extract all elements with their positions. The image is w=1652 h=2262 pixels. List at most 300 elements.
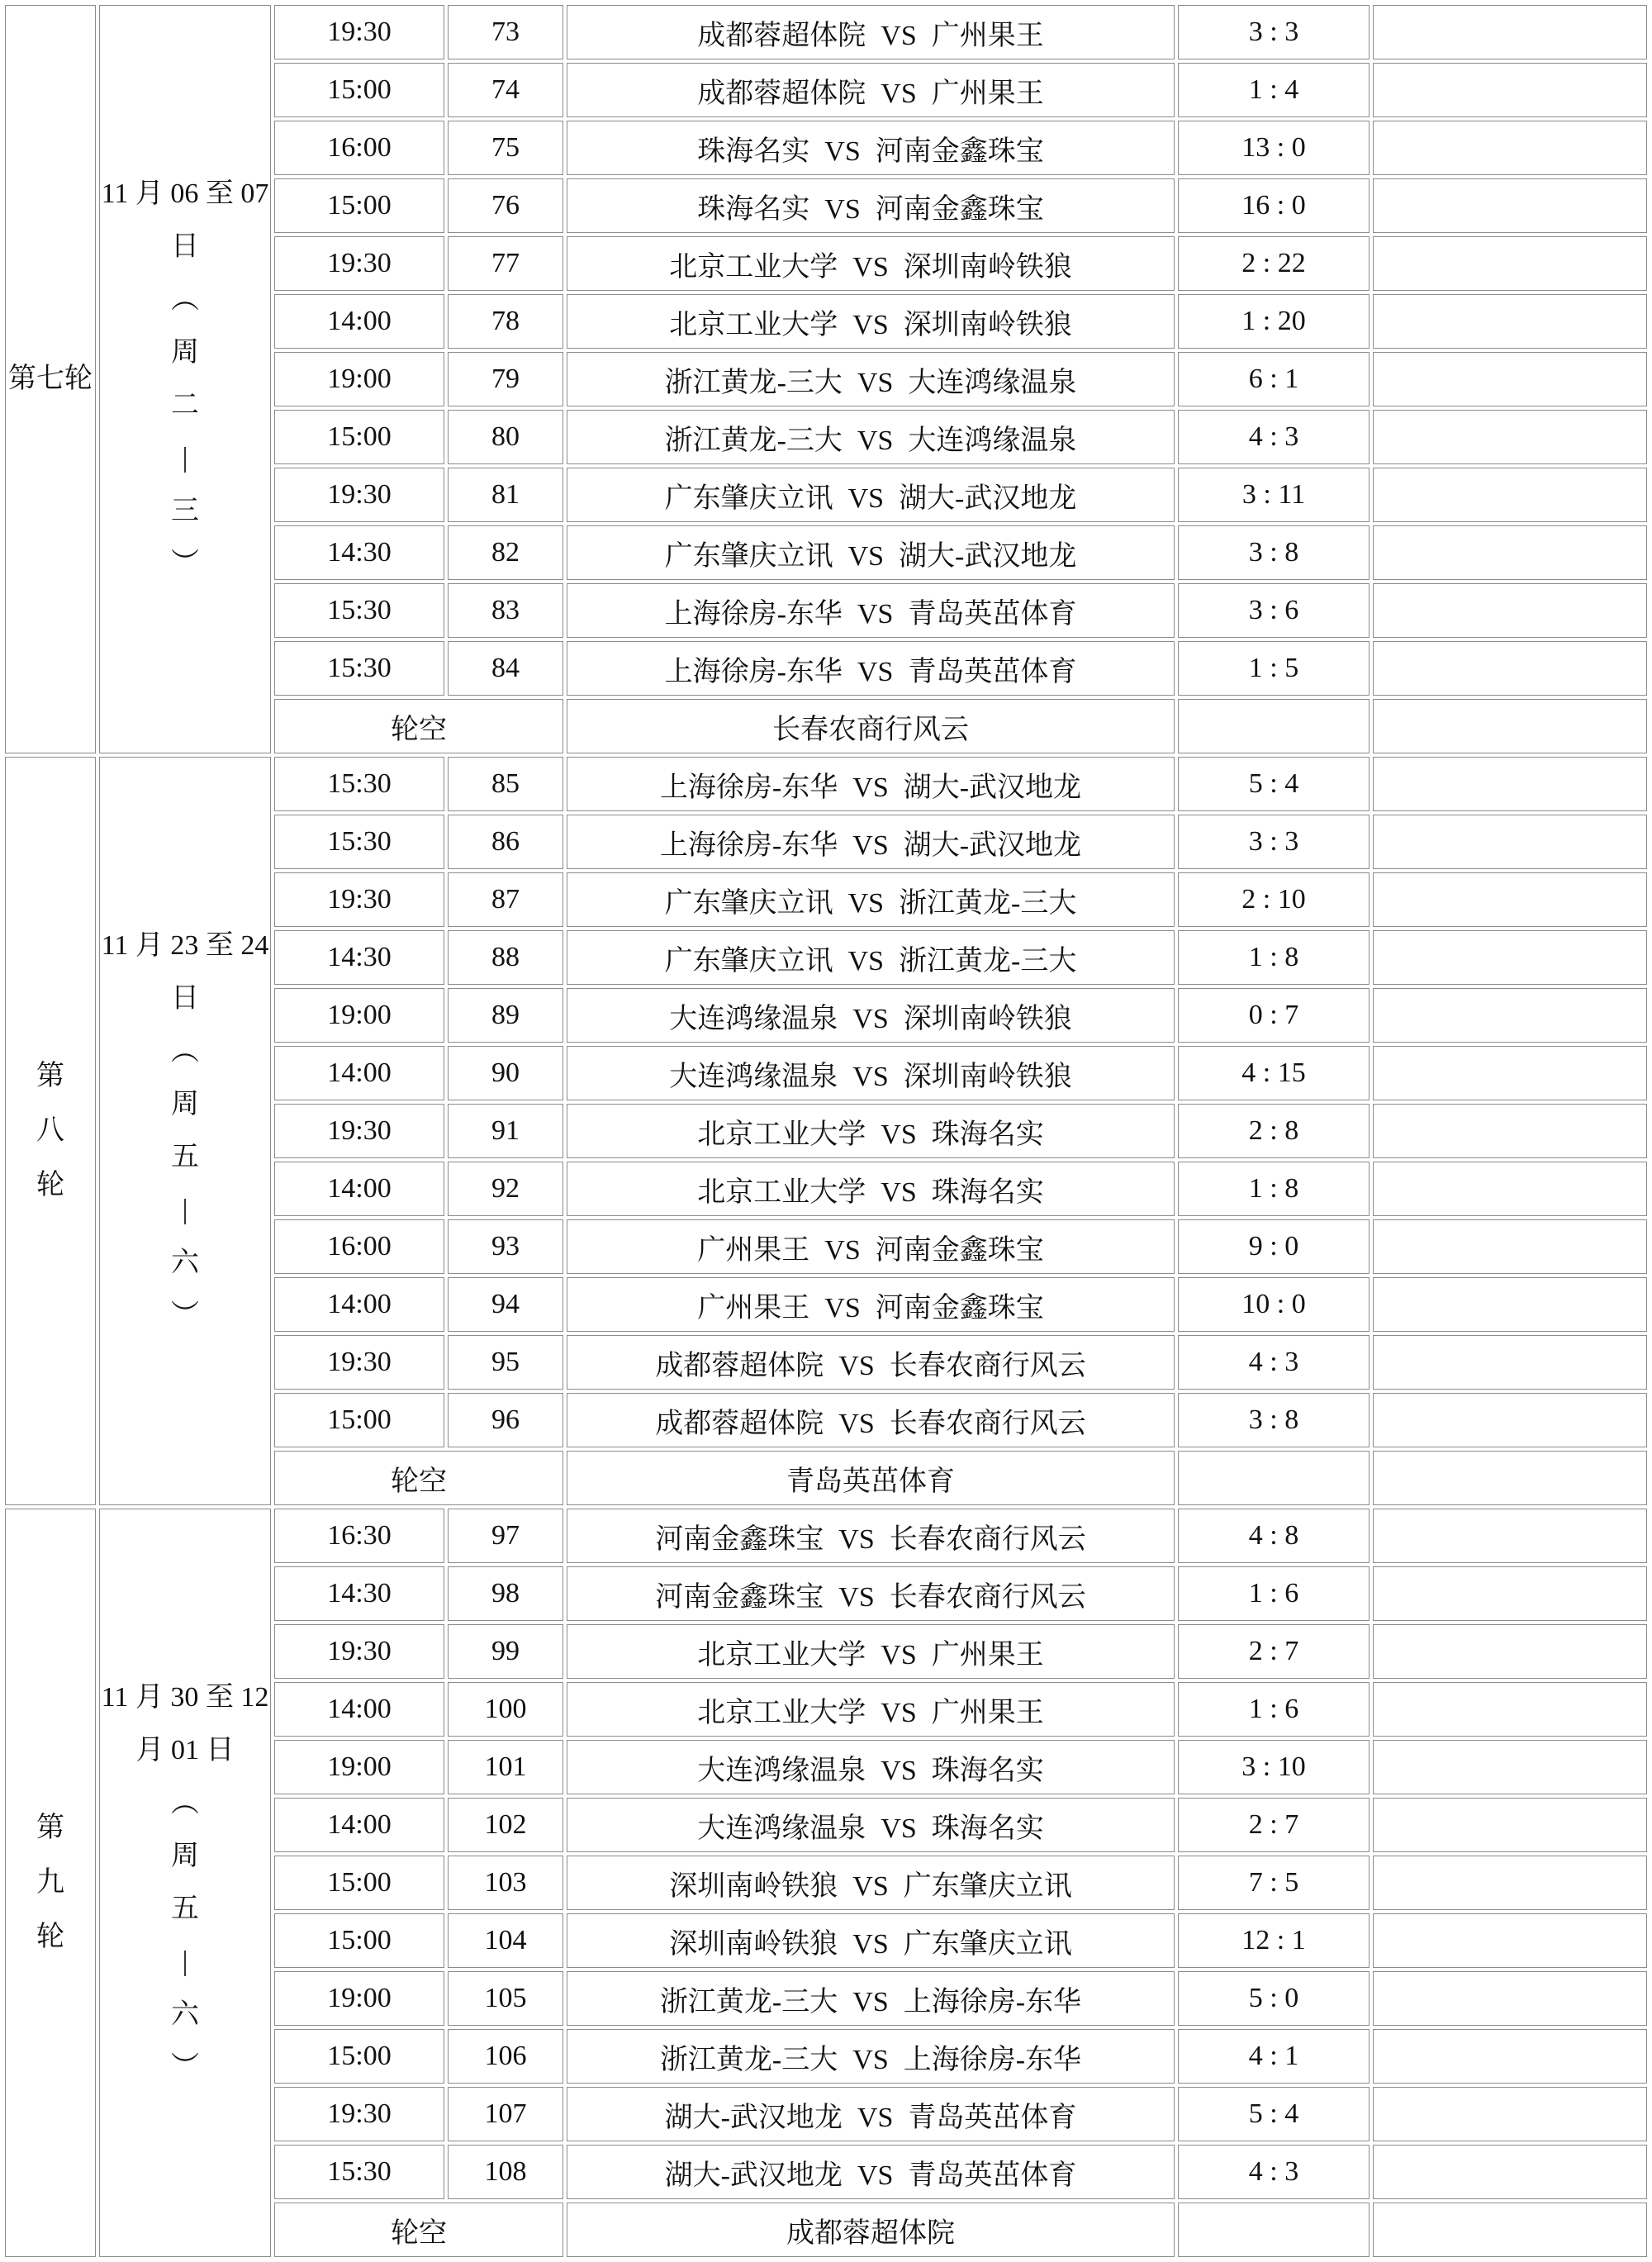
vs-label: VS — [857, 2102, 894, 2133]
away-team: 广东肇庆立讯 — [903, 1928, 1072, 1960]
match-teams — [567, 1798, 1175, 1852]
match-remark — [1373, 1856, 1647, 1910]
home-team: 广东肇庆立讯 — [664, 540, 833, 572]
match-teams — [567, 1509, 1175, 1563]
away-team: 河南金鑫珠宝 — [875, 135, 1044, 167]
away-team: 青岛英茁体育 — [908, 2102, 1077, 2133]
vs-label: VS — [838, 1408, 875, 1439]
match-time: 19:30 — [274, 872, 444, 927]
away-team: 深圳南岭铁狼 — [903, 1003, 1072, 1034]
match-score: 12 : 1 — [1178, 1913, 1370, 1968]
match-teams — [567, 815, 1175, 869]
match-number: 91 — [448, 1104, 563, 1158]
round-name-line: 九 — [36, 1867, 64, 1898]
match-score: 2 : 22 — [1178, 236, 1370, 291]
match-score: 3 : 3 — [1178, 5, 1370, 59]
bye-score-empty — [1178, 699, 1370, 753]
match-number: 86 — [448, 815, 563, 869]
match-time: 16:00 — [274, 1219, 444, 1274]
match-score: 5 : 0 — [1178, 1971, 1370, 2026]
home-team: 珠海名实 — [697, 135, 810, 167]
round-date-line: ︶ — [171, 2052, 199, 2083]
bye-label: 轮空 — [274, 699, 563, 753]
home-team: 大连鸿缘温泉 — [669, 1003, 838, 1034]
match-time: 15:00 — [274, 178, 444, 233]
match-score: 7 : 5 — [1178, 1856, 1370, 1910]
match-remark — [1373, 641, 1647, 696]
round-name-line: 八 — [36, 1115, 64, 1146]
match-remark — [1373, 815, 1647, 869]
match-score: 10 : 0 — [1178, 1277, 1370, 1332]
match-score: 1 : 5 — [1178, 641, 1370, 696]
home-team: 广州果王 — [697, 1234, 810, 1266]
away-team: 深圳南岭铁狼 — [903, 309, 1072, 340]
home-team: 浙江黄龙-三大 — [664, 425, 843, 456]
match-time: 19:30 — [274, 1104, 444, 1158]
bye-team: 成都蓉超体院 — [567, 2203, 1175, 2257]
match-number: 105 — [448, 1971, 563, 2026]
vs-label: VS — [852, 1986, 889, 2017]
vs-label: VS — [824, 1234, 861, 1266]
match-number: 92 — [448, 1162, 563, 1216]
away-team: 长春农商行风云 — [889, 1350, 1086, 1381]
match-remark — [1373, 1682, 1647, 1737]
vs-label: VS — [881, 1176, 917, 1208]
match-score: 4 : 3 — [1178, 410, 1370, 464]
round-name-line: 第 — [36, 1061, 64, 1091]
vs-label: VS — [852, 1928, 889, 1960]
round-date-line: 三 — [171, 496, 199, 526]
home-team: 上海徐房-东华 — [664, 598, 843, 630]
vs-label: VS — [881, 78, 917, 109]
match-score: 5 : 4 — [1178, 757, 1370, 811]
vs-label: VS — [857, 425, 894, 456]
match-time: 14:30 — [274, 1566, 444, 1621]
match-remark — [1373, 1162, 1647, 1216]
match-remark — [1373, 872, 1647, 927]
away-team: 广州果王 — [931, 78, 1044, 109]
match-teams — [567, 1393, 1175, 1447]
match-score: 4 : 3 — [1178, 1335, 1370, 1390]
away-team: 珠海名实 — [931, 1813, 1044, 1844]
match-time: 19:00 — [274, 1740, 444, 1794]
vs-label: VS — [881, 1119, 917, 1150]
round-date-cell — [99, 1509, 271, 2257]
match-row — [5, 1509, 1647, 1563]
round-name-line: 轮 — [36, 1170, 64, 1200]
round-date-line: ︵ — [171, 284, 199, 315]
away-team: 珠海名实 — [931, 1755, 1044, 1786]
match-score: 1 : 4 — [1178, 63, 1370, 117]
vs-label: VS — [824, 135, 861, 167]
home-team: 北京工业大学 — [697, 1639, 866, 1670]
match-remark — [1373, 1104, 1647, 1158]
away-team: 湖大-武汉地龙 — [899, 482, 1077, 514]
match-number: 104 — [448, 1913, 563, 1968]
match-remark — [1373, 930, 1647, 985]
home-team: 成都蓉超体院 — [655, 1408, 824, 1439]
vs-label: VS — [847, 945, 885, 977]
bye-remark-empty — [1373, 2203, 1647, 2257]
match-teams — [567, 1277, 1175, 1332]
match-remark — [1373, 121, 1647, 175]
away-team: 长春农商行风云 — [889, 1581, 1086, 1613]
match-number: 73 — [448, 5, 563, 59]
match-time: 19:30 — [274, 5, 444, 59]
match-remark — [1373, 1971, 1647, 2026]
match-remark — [1373, 1624, 1647, 1679]
match-number: 82 — [448, 525, 563, 580]
match-teams — [567, 583, 1175, 638]
vs-label: VS — [852, 1061, 889, 1092]
match-number: 85 — [448, 757, 563, 811]
match-remark — [1373, 2029, 1647, 2084]
round-date-cell — [99, 5, 271, 753]
match-number: 108 — [448, 2145, 563, 2199]
match-teams — [567, 2087, 1175, 2141]
home-team: 广州果王 — [697, 1292, 810, 1323]
round-date-line: ︶ — [171, 549, 199, 579]
match-time: 15:30 — [274, 2145, 444, 2199]
match-time: 19:30 — [274, 1624, 444, 1679]
away-team: 浙江黄龙-三大 — [899, 945, 1077, 977]
match-number: 90 — [448, 1046, 563, 1100]
match-remark — [1373, 352, 1647, 406]
match-time: 19:00 — [274, 1971, 444, 2026]
home-team: 深圳南岭铁狼 — [669, 1870, 838, 1902]
away-team: 大连鸿缘温泉 — [908, 425, 1077, 456]
match-teams — [567, 1624, 1175, 1679]
vs-label: VS — [838, 1523, 875, 1555]
round-name-line: 轮 — [36, 1922, 64, 1952]
vs-label: VS — [838, 1581, 875, 1613]
round-date-line: | — [182, 443, 188, 473]
match-remark — [1373, 1219, 1647, 1274]
home-team: 北京工业大学 — [669, 251, 838, 283]
vs-label: VS — [881, 1639, 917, 1670]
bye-label: 轮空 — [274, 1451, 563, 1505]
match-teams — [567, 525, 1175, 580]
match-remark — [1373, 1335, 1647, 1390]
match-number: 97 — [448, 1509, 563, 1563]
round-date-line: ︵ — [171, 1788, 199, 1818]
match-time: 15:30 — [274, 757, 444, 811]
home-team: 北京工业大学 — [697, 1697, 866, 1728]
match-teams — [567, 1682, 1175, 1737]
away-team: 河南金鑫珠宝 — [875, 193, 1044, 225]
match-teams — [567, 352, 1175, 406]
match-row — [5, 5, 1647, 59]
match-time: 19:30 — [274, 236, 444, 291]
match-number: 98 — [448, 1566, 563, 1621]
away-team: 深圳南岭铁狼 — [903, 251, 1072, 283]
home-team: 浙江黄龙-三大 — [664, 367, 843, 398]
home-team: 浙江黄龙-三大 — [659, 1986, 838, 2017]
bye-score-empty — [1178, 2203, 1370, 2257]
bye-team: 青岛英茁体育 — [567, 1451, 1175, 1505]
match-time: 19:00 — [274, 988, 444, 1043]
match-number: 78 — [448, 294, 563, 349]
round-date-line: 周 — [171, 1841, 199, 1871]
home-team: 广东肇庆立讯 — [664, 945, 833, 977]
match-score: 1 : 6 — [1178, 1682, 1370, 1737]
match-score: 4 : 15 — [1178, 1046, 1370, 1100]
match-remark — [1373, 583, 1647, 638]
home-team: 珠海名实 — [697, 193, 810, 225]
match-time: 19:30 — [274, 468, 444, 522]
round-date-cell — [99, 757, 271, 1505]
home-team: 大连鸿缘温泉 — [669, 1061, 838, 1092]
match-score: 4 : 1 — [1178, 2029, 1370, 2084]
vs-label: VS — [824, 1292, 861, 1323]
round-date-line: | — [182, 1195, 188, 1225]
match-teams — [567, 5, 1175, 59]
vs-label: VS — [838, 1350, 875, 1381]
match-number: 89 — [448, 988, 563, 1043]
round-name-line: 第七轮 — [8, 364, 93, 394]
home-team: 河南金鑫珠宝 — [655, 1523, 824, 1555]
vs-label: VS — [847, 887, 885, 919]
match-time: 14:00 — [274, 1162, 444, 1216]
match-number: 93 — [448, 1219, 563, 1274]
match-score: 2 : 10 — [1178, 872, 1370, 927]
match-teams — [567, 757, 1175, 811]
vs-label: VS — [857, 598, 894, 630]
match-teams — [567, 1971, 1175, 2026]
match-remark — [1373, 1393, 1647, 1447]
match-number: 101 — [448, 1740, 563, 1794]
vs-label: VS — [881, 1813, 917, 1844]
match-time: 16:30 — [274, 1509, 444, 1563]
home-team: 北京工业大学 — [697, 1119, 866, 1150]
vs-label: VS — [881, 20, 917, 51]
home-team: 河南金鑫珠宝 — [655, 1581, 824, 1613]
vs-label: VS — [824, 193, 861, 225]
match-time: 14:30 — [274, 525, 444, 580]
home-team: 上海徐房-东华 — [659, 829, 838, 861]
match-teams — [567, 872, 1175, 927]
away-team: 长春农商行风云 — [889, 1408, 1086, 1439]
round-date-line: | — [182, 1946, 188, 1977]
match-time: 15:30 — [274, 641, 444, 696]
vs-label: VS — [847, 482, 885, 514]
match-time: 14:00 — [274, 1046, 444, 1100]
match-score: 3 : 11 — [1178, 468, 1370, 522]
round-date-line: 五 — [171, 1894, 199, 1924]
round-date-line: 日 — [171, 231, 199, 262]
match-time: 15:30 — [274, 583, 444, 638]
match-score: 1 : 20 — [1178, 294, 1370, 349]
match-teams — [567, 988, 1175, 1043]
match-remark — [1373, 1509, 1647, 1563]
away-team: 河南金鑫珠宝 — [875, 1234, 1044, 1266]
round-name-cell — [5, 757, 96, 1505]
match-number: 80 — [448, 410, 563, 464]
away-team: 青岛英茁体育 — [908, 656, 1077, 687]
vs-label: VS — [881, 1697, 917, 1728]
match-teams — [567, 294, 1175, 349]
match-remark — [1373, 2087, 1647, 2141]
home-team: 北京工业大学 — [669, 309, 838, 340]
match-number: 96 — [448, 1393, 563, 1447]
round-date-line: 周 — [171, 337, 199, 368]
match-teams — [567, 1856, 1175, 1910]
match-remark — [1373, 988, 1647, 1043]
match-teams — [567, 121, 1175, 175]
vs-label: VS — [852, 2044, 889, 2075]
round-name-cell — [5, 1509, 96, 2257]
match-remark — [1373, 468, 1647, 522]
home-team: 成都蓉超体院 — [697, 78, 866, 109]
away-team: 青岛英茁体育 — [908, 598, 1077, 630]
home-team: 深圳南岭铁狼 — [669, 1928, 838, 1960]
away-team: 上海徐房-东华 — [903, 1986, 1082, 2017]
match-score: 3 : 6 — [1178, 583, 1370, 638]
match-teams — [567, 641, 1175, 696]
vs-label: VS — [852, 251, 889, 283]
match-teams — [567, 2029, 1175, 2084]
match-number: 75 — [448, 121, 563, 175]
match-score: 2 : 7 — [1178, 1798, 1370, 1852]
away-team: 湖大-武汉地龙 — [903, 829, 1082, 861]
match-remark — [1373, 1798, 1647, 1852]
match-teams — [567, 1219, 1175, 1274]
match-remark — [1373, 178, 1647, 233]
match-row — [5, 757, 1647, 811]
match-number: 94 — [448, 1277, 563, 1332]
match-teams — [567, 410, 1175, 464]
match-number: 83 — [448, 583, 563, 638]
away-team: 珠海名实 — [931, 1119, 1044, 1150]
round-date-line: 11 月 06 至 07 — [101, 178, 269, 209]
match-time: 19:30 — [274, 2087, 444, 2141]
match-time: 16:00 — [274, 121, 444, 175]
away-team: 广东肇庆立讯 — [903, 1870, 1072, 1902]
home-team: 浙江黄龙-三大 — [659, 2044, 838, 2075]
match-time: 15:00 — [274, 1913, 444, 1968]
match-number: 88 — [448, 930, 563, 985]
match-number: 100 — [448, 1682, 563, 1737]
match-number: 87 — [448, 872, 563, 927]
away-team: 珠海名实 — [931, 1176, 1044, 1208]
bye-label: 轮空 — [274, 2203, 563, 2257]
match-number: 79 — [448, 352, 563, 406]
vs-label: VS — [852, 309, 889, 340]
vs-label: VS — [857, 2160, 894, 2191]
match-teams — [567, 930, 1175, 985]
match-time: 15:00 — [274, 1856, 444, 1910]
away-team: 青岛英茁体育 — [908, 2160, 1077, 2191]
match-remark — [1373, 294, 1647, 349]
match-score: 4 : 8 — [1178, 1509, 1370, 1563]
vs-label: VS — [857, 656, 894, 687]
match-time: 14:00 — [274, 1682, 444, 1737]
vs-label: VS — [857, 367, 894, 398]
home-team: 湖大-武汉地龙 — [664, 2160, 843, 2191]
bye-remark-empty — [1373, 1451, 1647, 1505]
round-date-line: 周 — [171, 1089, 199, 1119]
match-time: 15:00 — [274, 410, 444, 464]
match-score: 6 : 1 — [1178, 352, 1370, 406]
home-team: 上海徐房-东华 — [664, 656, 843, 687]
match-time: 14:30 — [274, 930, 444, 985]
vs-label: VS — [852, 1870, 889, 1902]
away-team: 上海徐房-东华 — [903, 2044, 1082, 2075]
vs-label: VS — [852, 829, 889, 861]
away-team: 广州果王 — [931, 1697, 1044, 1728]
bye-score-empty — [1178, 1451, 1370, 1505]
match-remark — [1373, 525, 1647, 580]
match-remark — [1373, 2145, 1647, 2199]
match-score: 1 : 8 — [1178, 1162, 1370, 1216]
vs-label: VS — [852, 772, 889, 803]
match-score: 2 : 7 — [1178, 1624, 1370, 1679]
schedule-body — [5, 5, 1647, 2257]
match-number: 95 — [448, 1335, 563, 1390]
match-score: 5 : 4 — [1178, 2087, 1370, 2141]
away-team: 湖大-武汉地龙 — [903, 772, 1082, 803]
schedule-table — [2, 2, 1650, 2260]
away-team: 河南金鑫珠宝 — [875, 1292, 1044, 1323]
round-date-line: 五 — [171, 1142, 199, 1172]
match-score: 3 : 3 — [1178, 815, 1370, 869]
bye-remark-empty — [1373, 699, 1647, 753]
round-date-line: 11 月 30 至 12 — [101, 1682, 269, 1713]
home-team: 广东肇庆立讯 — [664, 887, 833, 919]
match-remark — [1373, 1913, 1647, 1968]
match-time: 15:30 — [274, 815, 444, 869]
round-date-line: 二 — [171, 390, 199, 421]
match-score: 9 : 0 — [1178, 1219, 1370, 1274]
match-score: 1 : 6 — [1178, 1566, 1370, 1621]
match-score: 3 : 10 — [1178, 1740, 1370, 1794]
match-number: 74 — [448, 63, 563, 117]
match-remark — [1373, 236, 1647, 291]
away-team: 广州果王 — [931, 1639, 1044, 1670]
match-score: 4 : 3 — [1178, 2145, 1370, 2199]
match-score: 16 : 0 — [1178, 178, 1370, 233]
home-team: 上海徐房-东华 — [659, 772, 838, 803]
match-time: 19:00 — [274, 352, 444, 406]
match-score: 0 : 7 — [1178, 988, 1370, 1043]
match-remark — [1373, 1740, 1647, 1794]
bye-team: 长春农商行风云 — [567, 699, 1175, 753]
match-number: 81 — [448, 468, 563, 522]
match-remark — [1373, 1277, 1647, 1332]
match-number: 102 — [448, 1798, 563, 1852]
home-team: 成都蓉超体院 — [655, 1350, 824, 1381]
match-remark — [1373, 1566, 1647, 1621]
round-date-line: 六 — [171, 1999, 199, 2030]
match-number: 76 — [448, 178, 563, 233]
match-time: 15:00 — [274, 1393, 444, 1447]
match-teams — [567, 1104, 1175, 1158]
match-time: 19:30 — [274, 1335, 444, 1390]
match-number: 99 — [448, 1624, 563, 1679]
match-teams — [567, 1162, 1175, 1216]
round-date-line: 日 — [171, 983, 199, 1014]
match-teams — [567, 63, 1175, 117]
match-teams — [567, 468, 1175, 522]
match-teams — [567, 236, 1175, 291]
match-score: 3 : 8 — [1178, 1393, 1370, 1447]
home-team: 湖大-武汉地龙 — [664, 2102, 843, 2133]
vs-label: VS — [881, 1755, 917, 1786]
vs-label: VS — [852, 1003, 889, 1034]
home-team: 北京工业大学 — [697, 1176, 866, 1208]
match-teams — [567, 2145, 1175, 2199]
match-teams — [567, 1046, 1175, 1100]
